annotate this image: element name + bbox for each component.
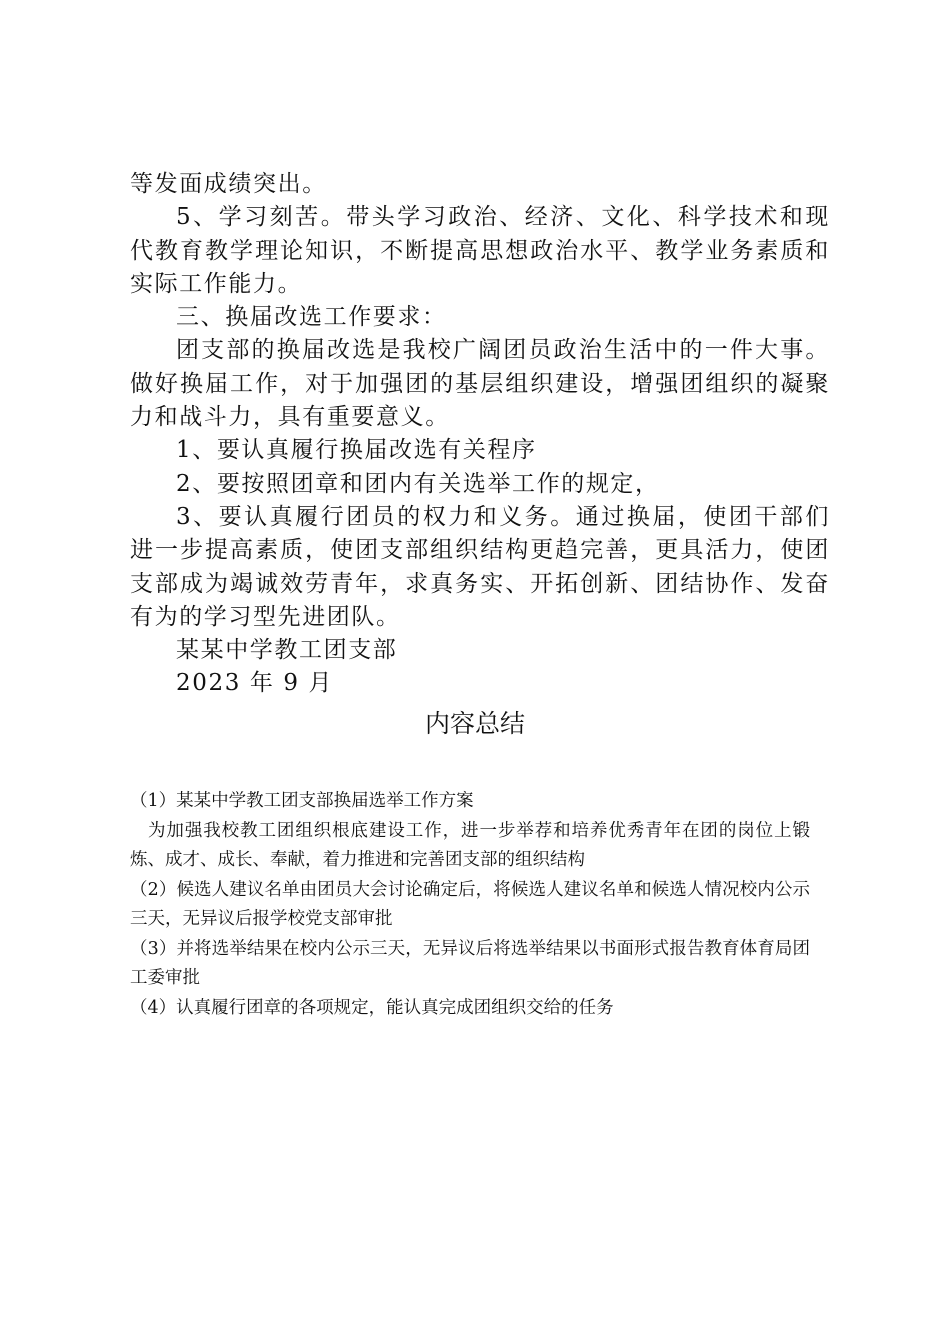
paragraph-significance: 团支部的换届改选是我校广阔团员政治生活中的一件大事。做好换届工作，对于加强团的基层组织建设，增强团组织的凝聚力和战斗力，具有重要意义。 <box>130 337 830 431</box>
summary-title: 内容总结 <box>424 709 525 738</box>
paragraph-continuation: 等发面成绩突出。 <box>130 171 327 197</box>
summary-item: （4）认真履行团章的各项规定，能认真完成团组织交给的任务 <box>130 997 614 1018</box>
summary-list <box>130 787 810 1023</box>
summary-item: （3）并将选举结果在校内公示三天，无异议后将选举结果以书面形式报告教育体育局团工委审批 <box>130 938 810 988</box>
section-heading-requirements: 三、换届改选工作要求： <box>176 304 447 331</box>
requirement-item-2: 2、要按照团章和团内有关选举工作的规定， <box>176 470 660 497</box>
summary-item: 为加强我校教工团组织根底建设工作，进一步举荐和培养优秀青年在团的岗位上锻炼、成才、成长、奉献，着力推进和完善团支部的组织结构 <box>130 820 810 870</box>
signature: 某某中学教工团支部 <box>176 637 398 664</box>
requirement-item-1: 1、要认真履行换届改选有关程序 <box>176 437 537 464</box>
summary-item: （1）某某中学教工团支部换届选举工作方案 <box>130 791 474 811</box>
paragraph-study: 5、学习刻苦。带头学习政治、经济、文化、科学技术和现代教育教学理论知识，不断提高思想政治水平、教学业务素质和实际工作能力。 <box>130 204 830 297</box>
requirement-item-3: 3、要认真履行团员的权力和义务。通过换届，使团干部们进一步提高素质，使团支部组织结构更趋完善，更具活力，使团支部成为竭诚效劳青年，求真务实、开拓创新、团结协作、发奋有为的学习型先进团队。 <box>130 503 830 630</box>
summary-item: （2）候选人建议名单由团员大会讨论确定后，将候选人建议名单和候选人情况校内公示三天，无异议后报学校党支部审批 <box>130 879 810 929</box>
body-text <box>130 168 830 701</box>
date: 2023 年 9 月 <box>176 670 334 697</box>
